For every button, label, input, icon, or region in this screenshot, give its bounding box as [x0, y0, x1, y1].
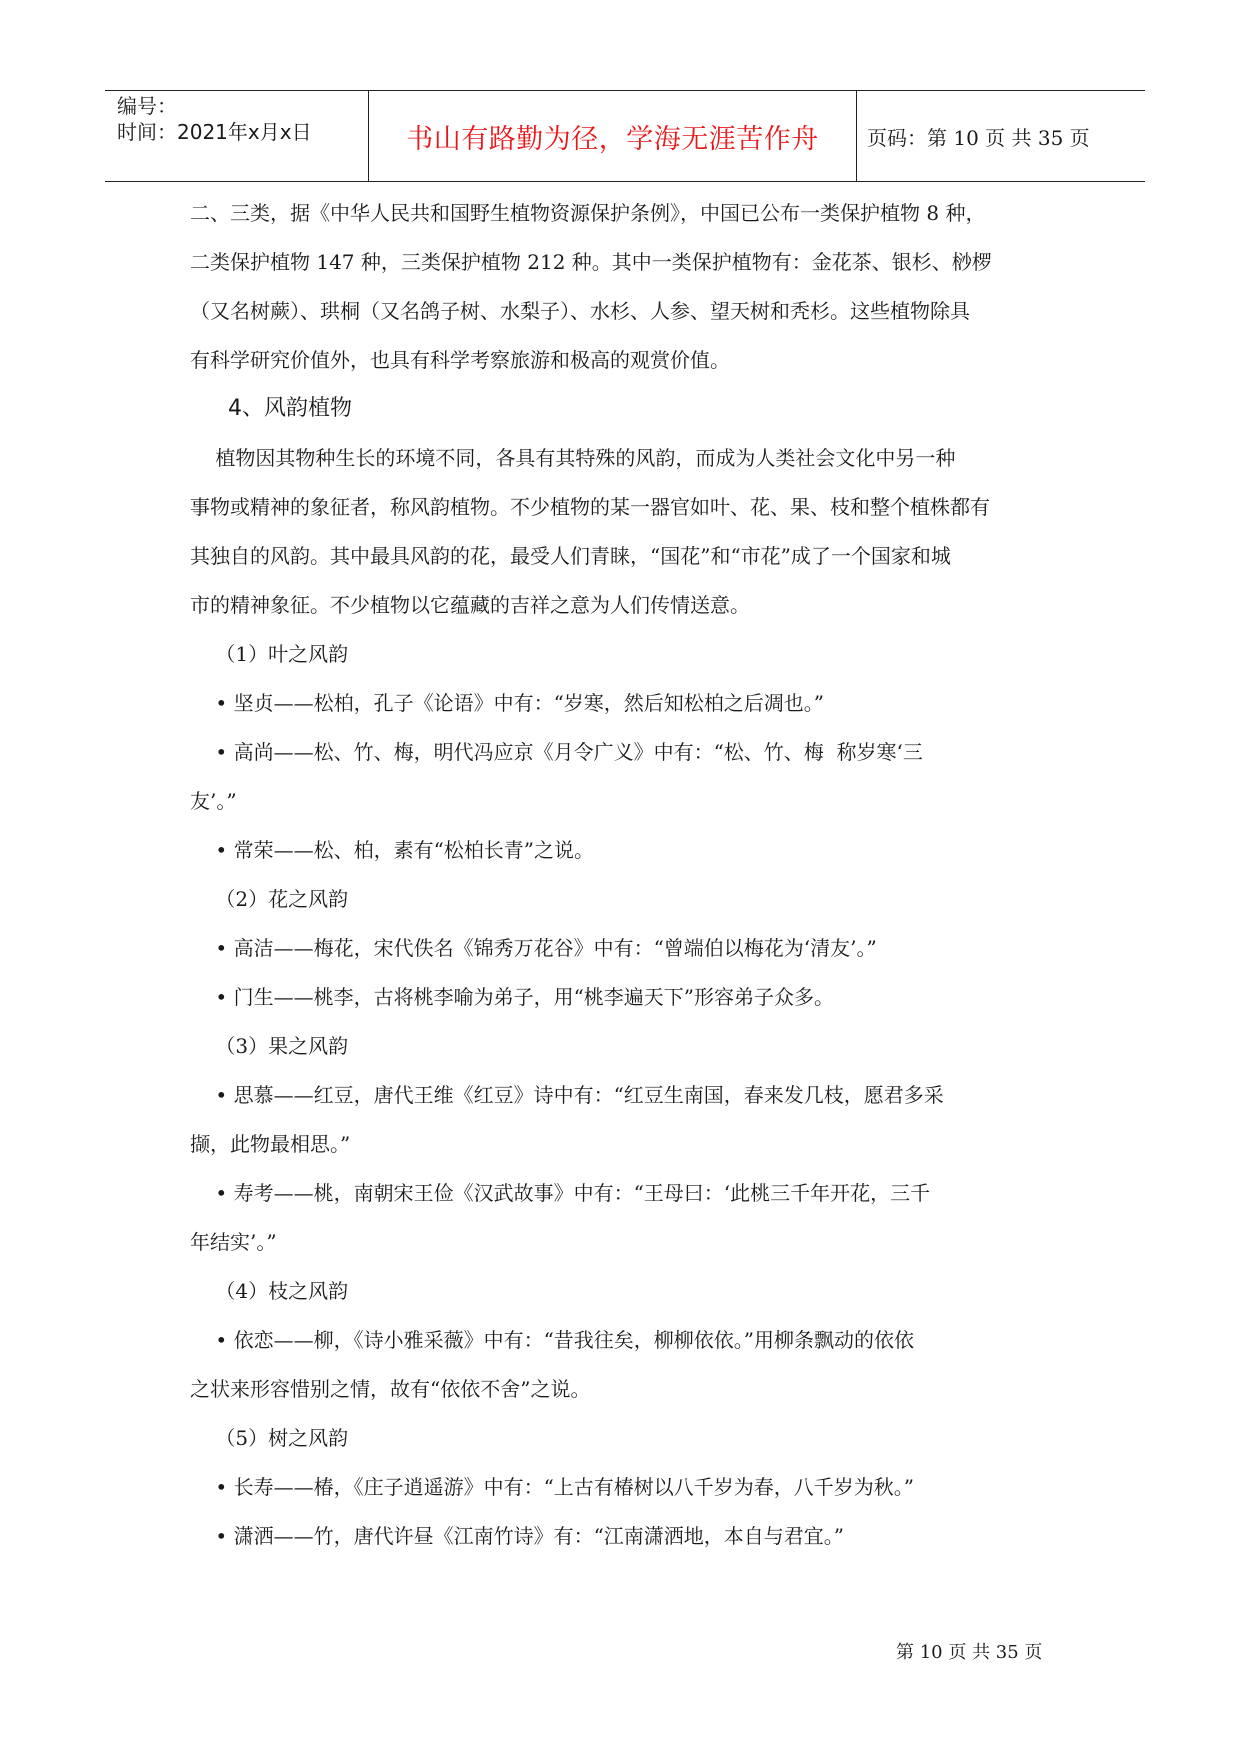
header-meta — [105, 91, 369, 181]
subsection-heading: （4）枝之风韵 — [190, 1279, 349, 1303]
list-item: • 潇洒——竹，唐代许昼《江南竹诗》有：“江南潇洒地，本自与君宜。” — [190, 1524, 845, 1548]
document-number-label: 编号： — [117, 94, 177, 118]
header-page-label: 页码：第 10 页 共 35 页 — [867, 125, 1090, 150]
body-line: 植物因其物种生长的环境不同，各具有其特殊的风韵，而成为人类社会文化中另一种 — [190, 446, 956, 470]
list-item: • 思慕——红豆，唐代王维《红豆》诗中有：“红豆生南国，春来发几枝，愿君多采 — [190, 1083, 944, 1107]
subsection-heading: （1）叶之风韵 — [190, 642, 349, 666]
subsection-heading: （2）花之风韵 — [190, 887, 349, 911]
list-item-continuation: 年结实’。” — [190, 1230, 277, 1254]
list-item-continuation: 友’。” — [190, 789, 237, 813]
body-line: （又名树蕨）、珙桐（又名鸽子树、水梨子）、水杉、人参、望天树和秃杉。这些植物除具 — [190, 299, 970, 323]
document-time-label: 时间：2021年x月x日 — [117, 120, 312, 144]
page-footer: 第 10 页 共 35 页 — [896, 1642, 1043, 1663]
subsection-heading: （5）树之风韵 — [190, 1426, 349, 1450]
list-item: • 高洁——梅花，宋代佚名《锦秀万花谷》中有：“曾端伯以梅花为‘清友’。” — [190, 936, 877, 960]
body-line: 其独自的风韵。其中最具风韵的花，最受人们青睐，“国花”和“市花”成了一个国家和城 — [190, 544, 951, 568]
body-line: 事物或精神的象征者，称风韵植物。不少植物的某一器官如叶、花、果、枝和整个植株都有 — [190, 495, 990, 519]
list-item: • 门生——桃李，古将桃李喻为弟子，用“桃李遍天下”形容弟子众多。 — [190, 985, 835, 1009]
list-item: • 寿考——桃，南朝宋王俭《汉武故事》中有：“王母曰：‘此桃三千年开花，三千 — [190, 1181, 931, 1205]
section-heading: 4、风韵植物 — [228, 396, 352, 421]
list-item: • 坚贞——松柏，孔子《论语》中有：“岁寒，然后知松柏之后凋也。” — [190, 691, 825, 715]
body-line: 二、三类，据《中华人民共和国野生植物资源保护条例》，中国已公布一类保护植物 8 种， — [190, 201, 986, 225]
list-item: • 依恋——柳，《诗小雅采薇》中有：“昔我往矣，柳柳依依。”用柳条飘动的依依 — [190, 1328, 915, 1352]
list-item-continuation: 之状来形容惜别之情，故有“依依不舍”之说。 — [190, 1377, 591, 1401]
list-item: • 长寿——椿，《庄子逍遥游》中有：“上古有椿树以八千岁为春，八千岁为秋。” — [190, 1475, 915, 1499]
list-item-continuation: 撷，此物最相思。” — [190, 1132, 351, 1156]
body-line: 有科学研究价值外，也具有科学考察旅游和极高的观赏价值。 — [190, 348, 730, 372]
body-line: 市的精神象征。不少植物以它蕴藏的吉祥之意为人们传情送意。 — [190, 593, 750, 617]
header-motto: 书山有路勤为径，学海无涯苦作舟 — [369, 91, 857, 181]
body-line: 二类保护植物 147 种，三类保护植物 212 种。其中一类保护植物有：金花茶、银杉、桫椤 — [190, 250, 992, 274]
page-header — [105, 90, 1145, 182]
list-item: • 常荣——松、柏，素有“松柏长青”之说。 — [190, 838, 595, 862]
list-item: • 高尚——松、竹、梅，明代冯应京《月令广义》中有：“松、竹、梅 称岁寒‘三 — [190, 740, 923, 764]
subsection-heading: （3）果之风韵 — [190, 1034, 349, 1058]
